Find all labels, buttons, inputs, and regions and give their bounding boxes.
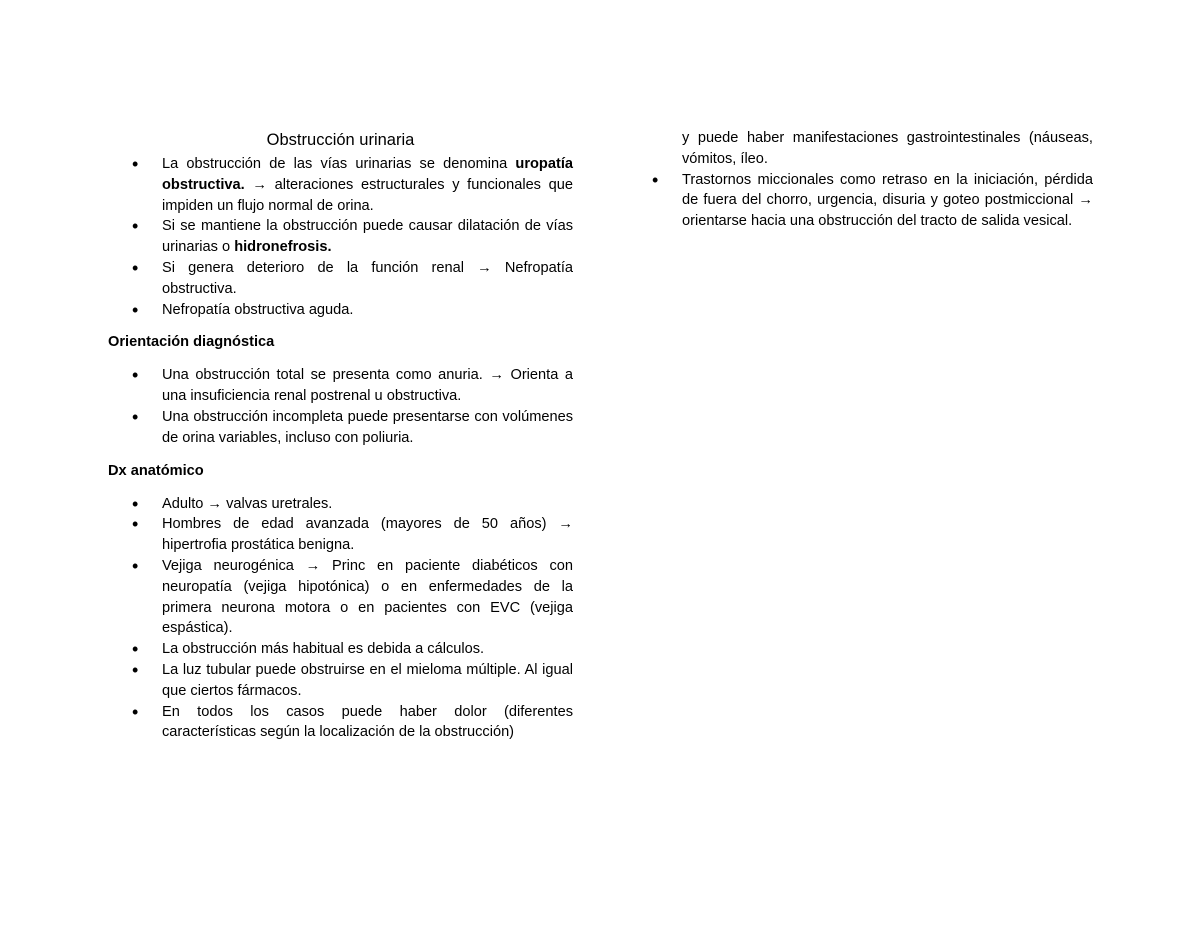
page-title: Obstrucción urinaria <box>266 131 415 149</box>
list-item: • Una obstrucción total se presenta como anuria. → Orienta a una insuficiencia renal postrenal u obstructiva. <box>108 365 573 407</box>
orientacion-list <box>108 365 573 448</box>
dx-list <box>108 494 573 744</box>
list-item: • Si se mantiene la obstrucción puede causar dilatación de vías urinarias o hidronefrosis. <box>108 216 573 258</box>
list-item: • Nefropatía obstructiva aguda. <box>108 300 573 321</box>
list-item: • Vejiga neurogénica → Princ en paciente diabéticos con neuropatía (vejiga hipotónica) o en enfermedades de la primera neurona motora o en pacientes con EVC (vejiga espástica). <box>108 556 573 639</box>
list-item: • Una obstrucción incompleta puede presentarse con volúmenes de orina variables, incluso con poliuria. <box>108 407 573 449</box>
section-heading-orientacion: Orientación diagnóstica <box>108 334 275 351</box>
list-item: • La luz tubular puede obstruirse en el mieloma múltiple. Al igual que ciertos fármacos. <box>108 660 573 702</box>
list-item: • La obstrucción más habitual es debida a cálculos. <box>108 639 573 660</box>
list-item: • Hombres de edad avanzada (mayores de 50 años) → hipertrofia prostática benigna. <box>108 514 573 556</box>
section-heading-dx: Dx anatómico <box>108 462 204 479</box>
list-item: • La obstrucción de las vías urinarias se denomina uropatía obstructiva. → alteraciones estructurales y funcionales que impiden un flujo normal de orina. <box>108 154 573 216</box>
right-list <box>682 170 1093 232</box>
list-item: • Si genera deterioro de la función renal → Nefropatía obstructiva. <box>108 258 573 300</box>
continuation-text: y puede haber manifestaciones gastrointestinales (náuseas, vómitos, íleo. <box>682 130 1093 167</box>
right-column <box>682 128 1093 232</box>
list-item: • En todos los casos puede haber dolor (diferentes características según la localización de la obstrucción) <box>108 702 573 744</box>
list-item: • Adulto → valvas uretrales. <box>108 494 573 515</box>
left-column <box>108 128 573 743</box>
intro-list <box>108 154 573 320</box>
list-item: • Trastornos miccionales como retraso en la iniciación, pérdida de fuera del chorro, urgencia, disuria y goteo postmiccional → orientarse hacia una obstrucción del tracto de salida vesical. <box>682 170 1093 232</box>
